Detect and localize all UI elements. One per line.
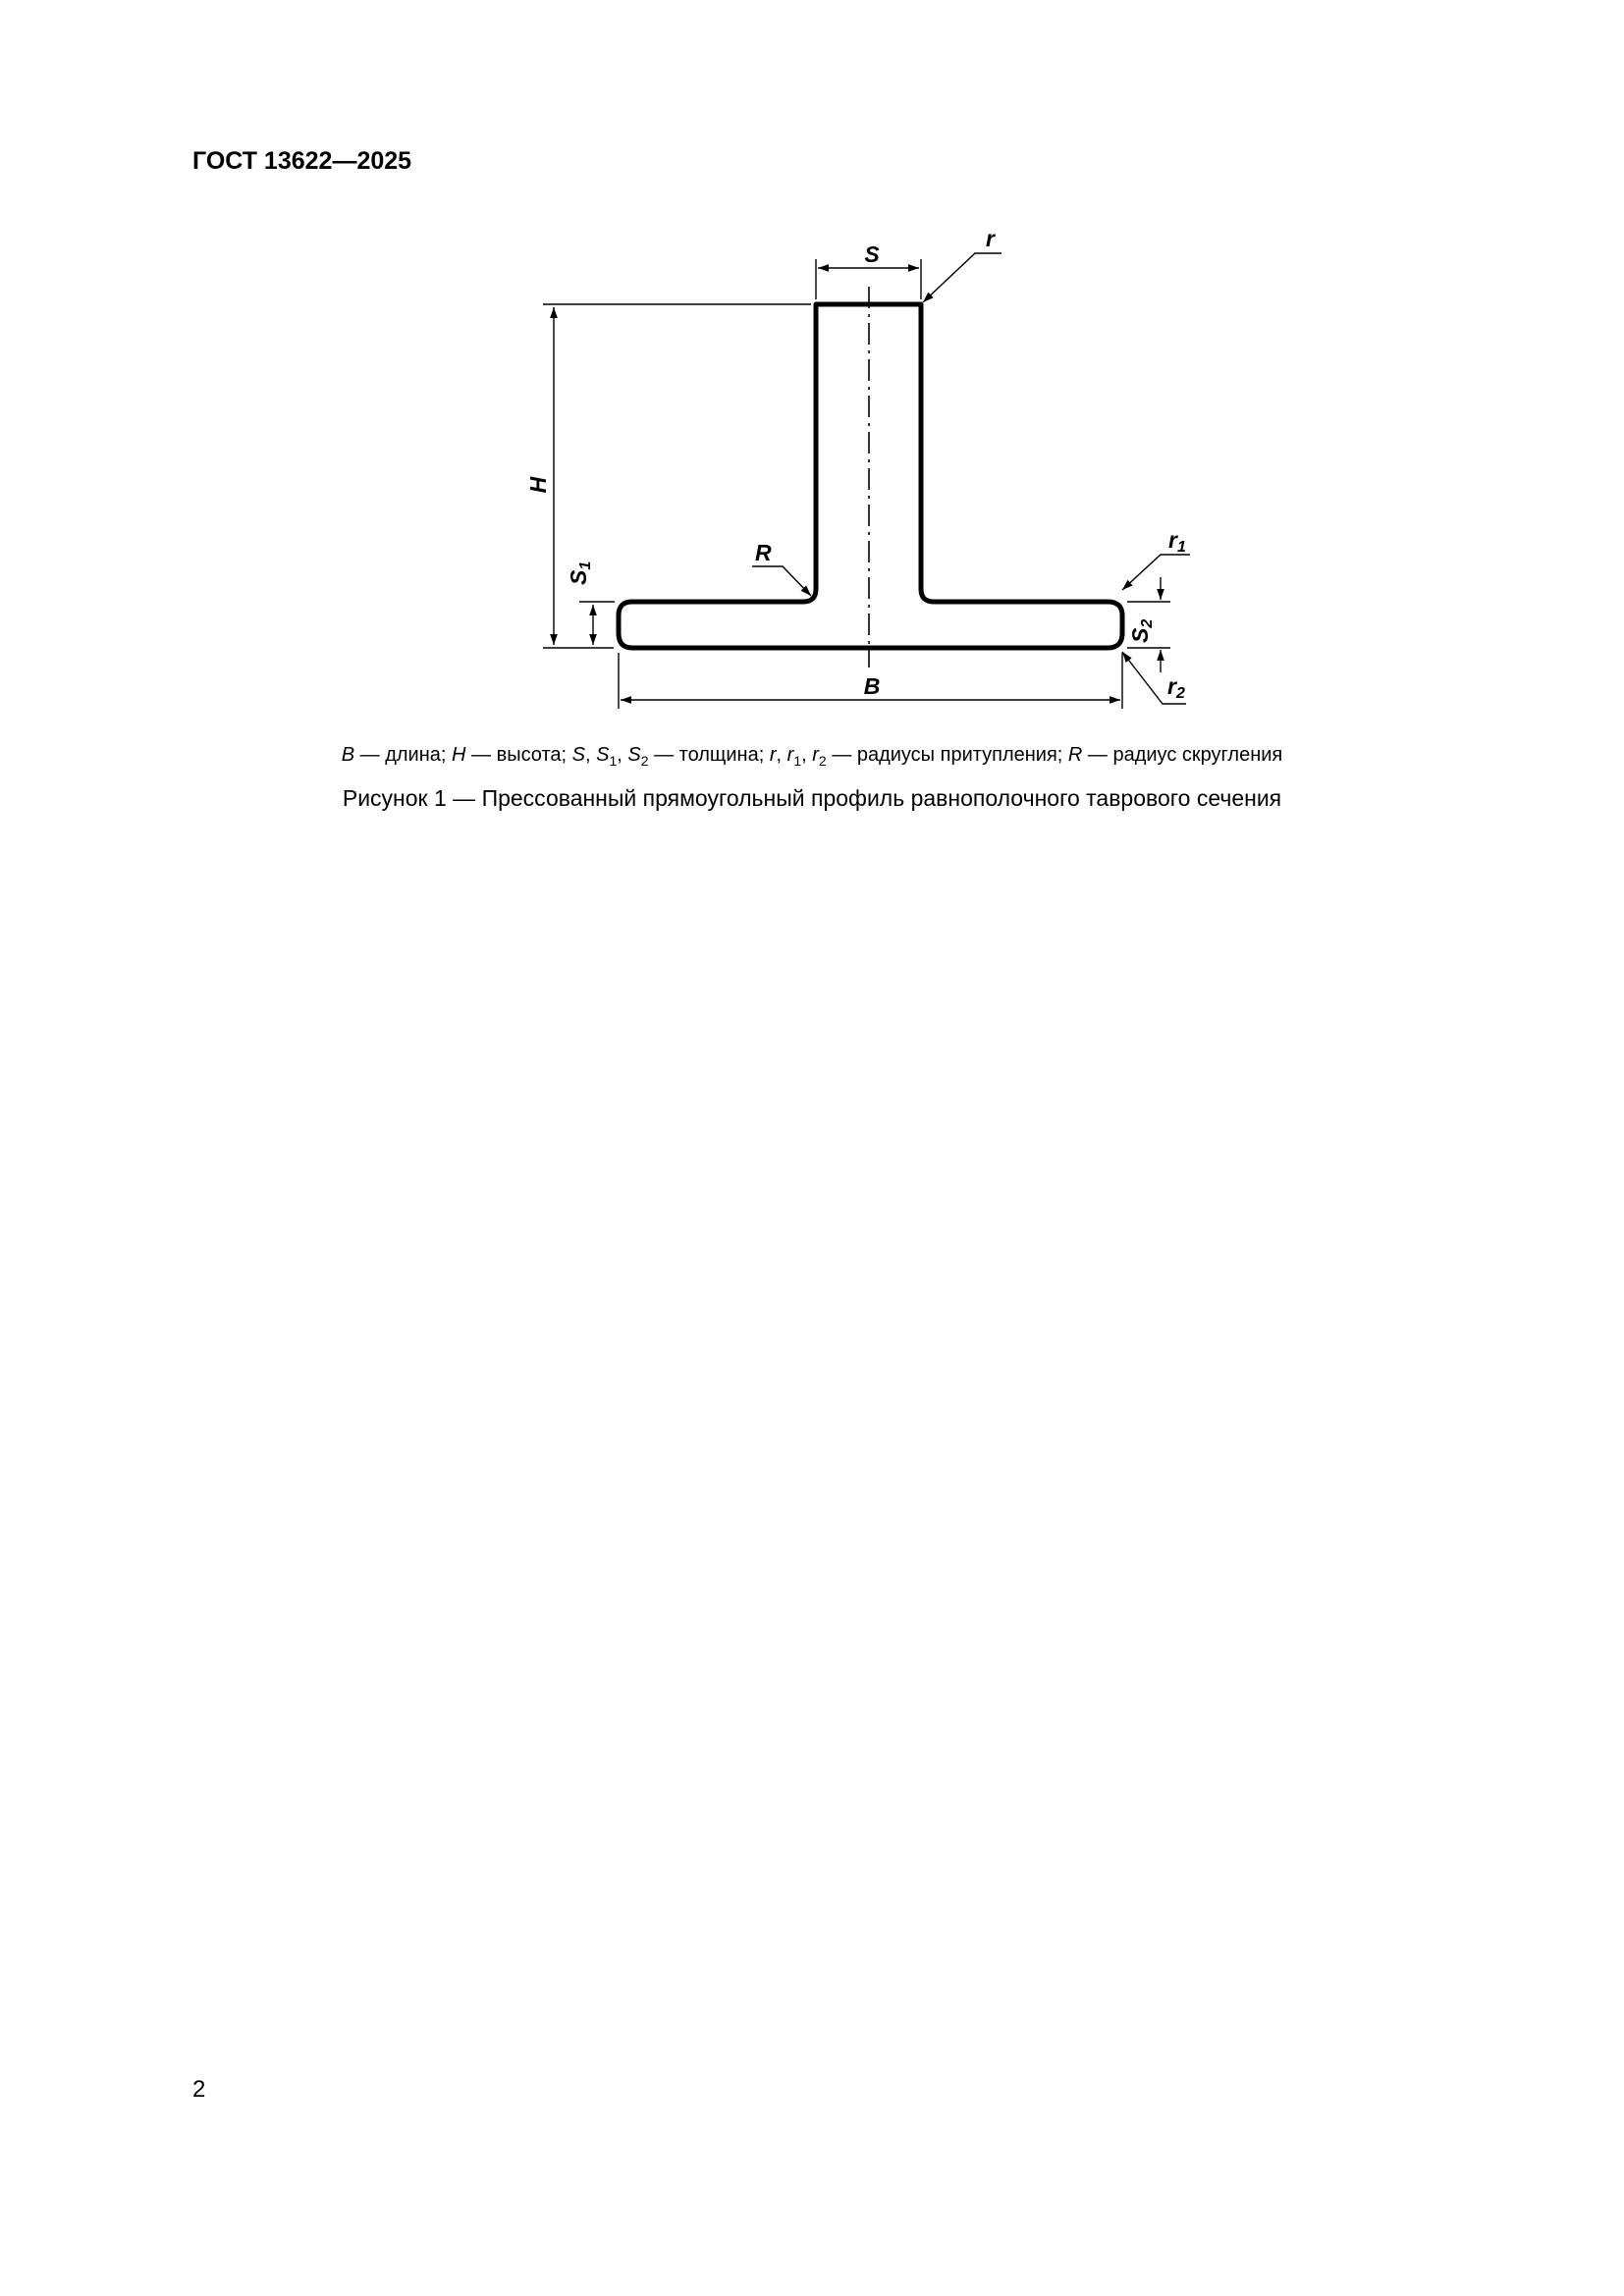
s-label: S [864, 241, 880, 267]
R-label: R [755, 540, 772, 565]
s1-label: S1 [566, 561, 594, 585]
b-label: B [863, 673, 881, 699]
h-label: H [525, 476, 551, 494]
figure-legend: B — длина; H — высота; S, $S_1$, $S_2$ — толщина; r, $r_1$, $r_2$ — радиусы притупления; R — радиус скругления [341, 744, 1283, 769]
r-leader [923, 253, 1001, 302]
s2-label: S2 [1127, 618, 1156, 643]
document-header: ГОСТ 13622—2025 [192, 147, 412, 175]
r1-leader [1122, 555, 1190, 590]
profile-outline [619, 304, 1122, 648]
r2-label: r2 [1167, 673, 1185, 702]
R-leader [752, 566, 811, 596]
figure-caption: Рисунок 1 — Прессованный прямоугольный профиль равнополочного таврового сечения [342, 785, 1282, 811]
page-number: 2 [192, 2076, 206, 2103]
r-label: r [986, 226, 995, 251]
r1-label: r1 [1168, 527, 1186, 556]
